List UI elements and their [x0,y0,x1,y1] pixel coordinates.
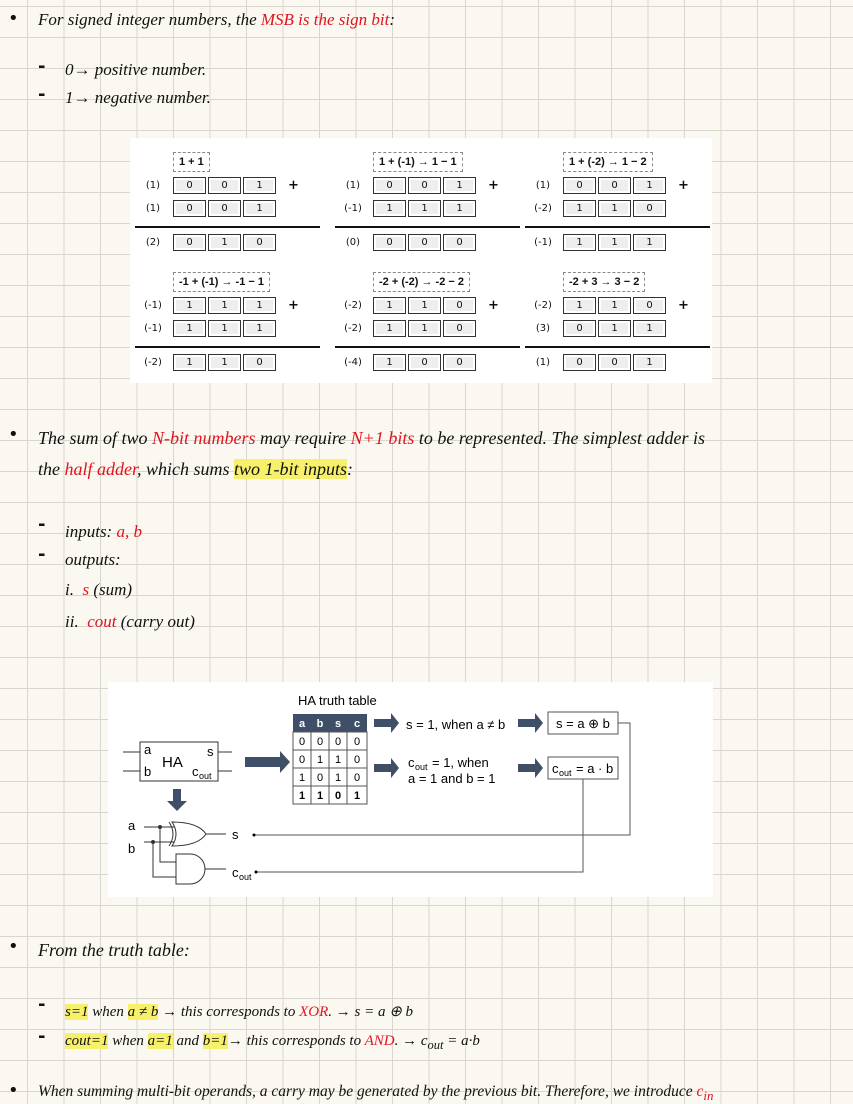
truth-table-value: 1 [298,772,306,784]
bit-cell: 1 [408,200,441,217]
truth-table-value: 0 [334,790,342,802]
truth-table-value: 0 [316,736,324,748]
bit-cell: 0 [443,354,476,371]
intro-text: For signed integer numbers, the MSB is the sign bit: [38,10,395,29]
value-label: (-1) [534,237,552,248]
truth-table-value: 0 [353,754,361,766]
s-rule: s = 1, when a ≠ b [406,717,506,732]
bit-cell: 0 [408,354,441,371]
bit-cell: 0 [173,177,206,194]
outputs-label: outputs: [65,550,121,569]
sum-example [335,146,525,261]
value-label: (-2) [344,300,362,311]
dash: - [38,514,46,535]
bullet: • [8,1080,19,1101]
s-equation: s = a ⊕ b [556,716,610,731]
plus-sign: + [488,298,499,313]
cout-equation: = a · b [576,761,614,776]
svg-text:b: b [128,841,136,856]
svg-text:a = 1 and b = 1: a = 1 and b = 1 [408,771,496,786]
value-label: (-1) [144,323,162,334]
bit-cell: 1 [443,200,476,217]
svg-text:out: out [415,762,428,772]
sum-line [135,226,320,228]
value-label: (-4) [344,357,362,368]
sum-title: 1 + 1 [173,152,210,172]
xor-gate [172,822,206,846]
output-sum: i. s (sum) [65,580,133,599]
bullet: • [8,8,19,29]
sum-title: -2 + (-2) → -2 − 2 [373,272,470,292]
truth-table-value: 0 [334,736,342,748]
bit-cell: 1 [633,320,666,337]
bit-cell: 0 [173,200,206,217]
bit-cell: 1 [443,177,476,194]
bit-cell: 1 [208,234,241,251]
svg-text:c: c [408,755,415,770]
truth-table-header: c [353,718,361,730]
bit-cell: 1 [633,354,666,371]
dash: - [38,544,46,565]
bit-row [135,234,276,251]
bit-cell: 1 [408,320,441,337]
bit-cell: 1 [243,320,276,337]
value-label: (-2) [144,357,162,368]
bit-row [335,297,499,314]
value-label: (1) [345,180,361,191]
arrow-icon [374,758,399,778]
bit-cell: 0 [408,177,441,194]
sign-item: 0→ positive number. [65,60,207,79]
bit-cell: 1 [373,200,406,217]
bit-cell: 1 [563,297,596,314]
bit-cell: 1 [243,177,276,194]
ha-input-a: a [144,742,152,757]
para-half-adder: the half adder, which sums two 1-bit inputs: [38,459,354,479]
bit-cell: 1 [173,297,206,314]
arrow-down-icon [167,789,187,811]
arrow-icon [374,713,399,733]
bit-row [335,320,476,337]
dash: - [38,84,46,105]
bit-row [135,297,299,314]
sum-example [335,266,525,381]
truth-table-title: HA truth table [298,693,377,708]
bit-row [335,234,476,251]
sum-line [525,226,710,228]
bit-cell: 0 [408,234,441,251]
svg-text:c: c [552,761,559,776]
truth-table-header: a [298,718,306,730]
bit-row [335,354,476,371]
bit-cell: 1 [563,234,596,251]
truth-table-value: 1 [353,790,361,802]
bit-cell: 1 [598,297,631,314]
value-label: (-1) [344,203,362,214]
bit-cell: 1 [598,200,631,217]
sum-line [135,346,320,348]
sum-example [525,266,715,381]
truth-table-value: 0 [353,736,361,748]
value-label: (3) [535,323,551,334]
plus-sign: + [678,178,689,193]
bit-cell: 1 [208,354,241,371]
svg-text:out: out [559,768,572,778]
plus-sign: + [288,298,299,313]
dash: - [38,1026,46,1047]
bit-cell: 1 [563,200,596,217]
dash: - [38,56,46,77]
sum-title: -2 + 3 → 3 − 2 [563,272,645,292]
bit-cell: 0 [563,354,596,371]
ha-label: HA [162,754,183,771]
bit-cell: 1 [243,297,276,314]
rule-xor: s=1 when a ≠ b → this corresponds to XOR. → s = a ⊕ b [65,1004,414,1020]
bit-cell: 0 [208,200,241,217]
svg-text:c: c [232,865,239,880]
value-label: (-2) [344,323,362,334]
plus-sign: + [678,298,689,313]
dash: - [38,994,46,1015]
plus-sign: + [488,178,499,193]
svg-text:out: out [199,771,212,781]
value-label: (1) [535,357,551,368]
arrow-icon [245,751,290,773]
bit-cell: 0 [633,200,666,217]
para-sum: The sum of two N-bit numbers may require N+1 bits to be represented. The simplest adder is [38,428,705,448]
bit-cell: 0 [173,234,206,251]
sum-title: 1 + (-2) → 1 − 2 [563,152,653,172]
bit-row [525,297,689,314]
bit-cell: 1 [373,354,406,371]
plus-sign: + [288,178,299,193]
sign-item: 1→ negative number. [65,88,211,107]
bullet: • [8,936,19,957]
ha-output-c: c [192,764,199,779]
binary-sums-figure [130,138,712,383]
bit-row [335,177,499,194]
bit-row [335,200,476,217]
svg-text:out: out [239,872,252,882]
bit-cell: 0 [208,177,241,194]
bit-cell: 0 [443,234,476,251]
sum-example [135,146,325,261]
value-label: (2) [145,237,161,248]
ha-input-b: b [144,764,152,779]
truth-table-value: 0 [353,772,361,784]
truth-table-value: 1 [334,754,342,766]
bit-row [525,177,689,194]
bit-cell: 1 [633,234,666,251]
bit-row [135,177,299,194]
bit-cell: 0 [373,177,406,194]
bit-row [525,234,666,251]
ha-output-s: s [207,744,214,759]
svg-text:a: a [128,818,136,833]
bullet: • [8,424,19,445]
truth-table-value: 1 [298,790,306,802]
bit-cell: 0 [243,354,276,371]
bit-cell: 1 [598,234,631,251]
bit-cell: 1 [373,320,406,337]
truth-table-value: 0 [298,736,306,748]
truth-table-value: 1 [334,772,342,784]
from-truth-table: From the truth table: [38,940,190,960]
bit-cell: 0 [598,177,631,194]
truth-table-header: b [316,718,324,730]
bit-cell: 0 [563,177,596,194]
bit-cell: 1 [373,297,406,314]
value-label: (-2) [534,300,552,311]
bit-cell: 1 [598,320,631,337]
output-cout: ii. cout (carry out) [65,612,195,631]
arrow-icon [518,758,543,778]
bit-cell: 0 [443,297,476,314]
bit-row [525,200,666,217]
bit-cell: 1 [408,297,441,314]
value-label: (1) [145,203,161,214]
bit-cell: 1 [173,354,206,371]
sum-line [525,346,710,348]
cout-rule: = 1, when [432,755,489,770]
value-label: (1) [145,180,161,191]
truth-table-value: 0 [316,772,324,784]
bit-cell: 1 [173,320,206,337]
rule-and: cout=1 when a=1 and b=1→ this corresponds to AND. → $c_{out} = a\cdot b$ [65,1033,480,1052]
bit-cell: 1 [633,177,666,194]
bit-cell: 0 [243,234,276,251]
bit-row [525,354,666,371]
truth-table-value: 1 [316,754,324,766]
truth-table-value: 1 [316,790,324,802]
bit-cell: 1 [208,297,241,314]
value-label: (1) [535,180,551,191]
sum-title: -1 + (-1) → -1 − 1 [173,272,270,292]
value-label: (0) [345,237,361,248]
bit-row [525,320,666,337]
bit-cell: 0 [373,234,406,251]
sum-line [335,226,520,228]
sum-example [135,266,325,381]
bit-row [135,320,276,337]
bit-row [135,200,276,217]
bit-cell: 1 [243,200,276,217]
value-label: (-2) [534,203,552,214]
half-adder-diagram [108,682,713,897]
bit-row [135,354,276,371]
bit-cell: 0 [598,354,631,371]
sum-line [335,346,520,348]
truth-table-header: s [334,718,342,730]
truth-table-value: 0 [298,754,306,766]
sum-title: 1 + (-1) → 1 − 1 [373,152,463,172]
bit-cell: 1 [208,320,241,337]
bit-cell: 0 [563,320,596,337]
arrow-icon [518,713,543,733]
bit-cell: 0 [443,320,476,337]
svg-text:s: s [232,827,239,842]
sum-example [525,146,715,261]
value-label: (-1) [144,300,162,311]
multibit-para: When summing multi-bit operands, a carry may be generated by the previous bit. Therefore, we introduce $c_{in}$ [38,1083,714,1104]
bit-cell: 0 [633,297,666,314]
inputs-line: inputs: a, b [65,522,142,541]
and-gate [176,854,205,884]
